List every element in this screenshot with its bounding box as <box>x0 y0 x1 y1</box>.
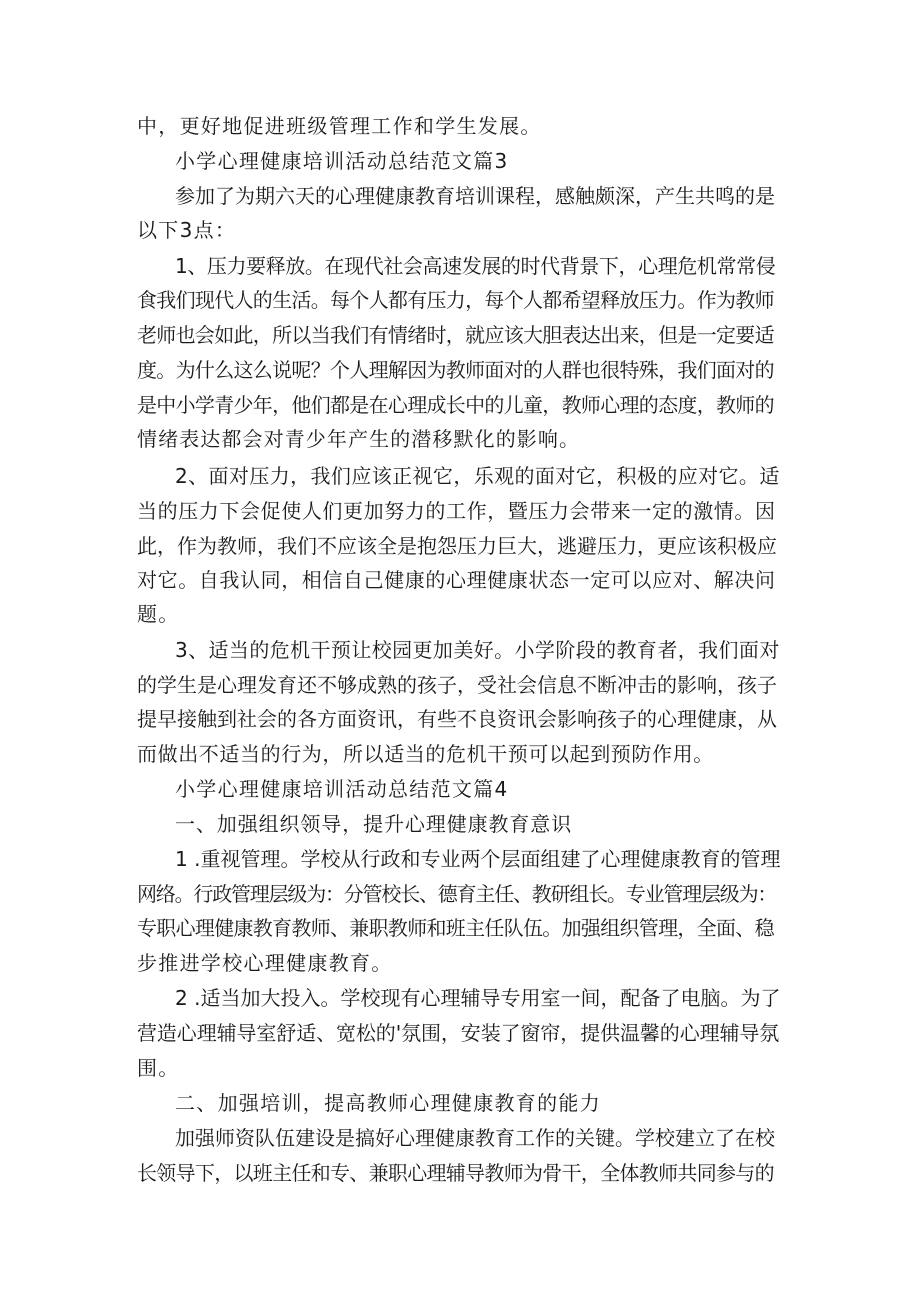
text-line: 1 .重视管理。学校从行政和专业两个层面组建了心理健康教育的管理 <box>175 847 781 871</box>
text-line: 围。 <box>137 1056 180 1080</box>
text-line: 对它。自我认同，相信自己健康的心理健康状态一定可以应对、解决问 <box>137 568 776 592</box>
text-line: 2、面对压力，我们应该正视它，乐观的面对它，积极的应对它。适 <box>175 464 780 488</box>
text-line: 食我们现代人的生活。每个人都有压力，每个人都希望释放压力。作为教师 <box>137 288 774 312</box>
text-line: 题。 <box>137 602 180 626</box>
text-line: 步推进学校心理健康教育。 <box>137 951 393 975</box>
section-heading: 小学心理健康培训活动总结范文篇4 <box>175 777 509 801</box>
text-line: 度。为什么这么说呢？个人理解因为教师面对的人群也很特殊，我们面对的 <box>137 358 774 382</box>
subsection-heading: 一、加强组织领导，提升心理健康教育意识 <box>175 812 573 836</box>
text-line: 3、适当的危机干预让校园更加美好。小学阶段的教育者，我们面对 <box>175 638 780 662</box>
text-line: 而做出不适当的行为，所以适当的危机干预可以起到预防作用。 <box>137 742 714 766</box>
text-line: 2 .适当加大投入。学校现有心理辅导专用室一间，配备了电脑。为了 <box>175 986 781 1010</box>
text-line: 长领导下，以班主任和专、兼职心理辅导教师为骨干，全体教师共同参与的 <box>137 1161 774 1185</box>
text-line: 营造心理辅导室舒适、宽松的'氛围，安装了窗帘，提供温馨的心理辅导氛 <box>137 1021 780 1045</box>
text-line: 以下3点： <box>137 218 237 242</box>
text-line: 的学生是心理发育还不够成熟的孩子，受社会信息不断冲击的影响，孩子 <box>137 673 777 697</box>
text-line: 1、压力要释放。在现代社会高速发展的时代背景下，心理危机常常侵 <box>175 254 776 278</box>
text-line: 提早接触到社会的各方面资讯，有些不良资讯会影响孩子的心理健康，从 <box>137 707 777 731</box>
text-line: 是中小学青少年，他们都是在心理成长中的儿童，教师心理的态度，教师的 <box>137 393 774 417</box>
section-heading: 小学心理健康培训活动总结范文篇3 <box>175 149 509 173</box>
text-line: 网络。行政管理层级为：分管校长、德育主任、教研组长。专业管理层级为： <box>137 882 777 906</box>
text-line: 此，作为教师，我们不应该全是抱怨压力巨大，逃避压力，更应该积极应 <box>137 534 777 558</box>
text-line: 老师也会如此，所以当我们有情绪时，就应该大胆表达出来，但是一定要适 <box>137 323 774 347</box>
text-line: 当的压力下会促使人们更加努力的工作，暨压力会带来一定的激情。因 <box>137 499 776 523</box>
text-line: 专职心理健康教育教师、兼职教师和班主任队伍。加强组织管理，全面、稳 <box>137 916 774 940</box>
text-line: 中，更好地促进班级管理工作和学生发展。 <box>137 114 542 138</box>
text-line: 情绪表达都会对青少年产生的潜移默化的影响。 <box>137 427 581 451</box>
subsection-heading: 二、加强培训，提高教师心理健康教育的能力 <box>175 1091 601 1115</box>
text-line: 参加了为期六天的心理健康教育培训课程，感触颇深，产生共鸣的是 <box>175 184 775 208</box>
text-line: 加强师资队伍建设是搞好心理健康教育工作的关键。学校建立了在校 <box>175 1126 775 1150</box>
